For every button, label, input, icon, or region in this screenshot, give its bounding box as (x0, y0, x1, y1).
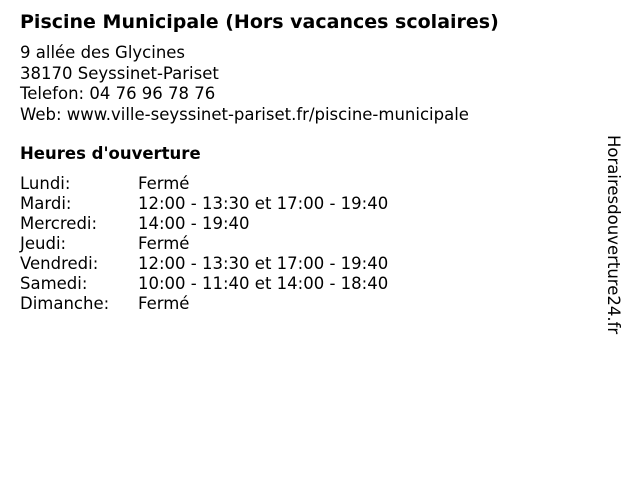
hours-day-label: Samedi: (20, 274, 88, 293)
hours-row-tuesday (20, 194, 388, 214)
hours-time-value: 14:00 - 19:40 (138, 214, 250, 233)
address-street: 9 allée des Glycines (20, 43, 186, 62)
hours-row-wednesday (20, 214, 388, 234)
hours-heading: Heures d'ouverture (20, 144, 201, 163)
hours-row-thursday (20, 234, 388, 254)
hours-day-label: Mercredi: (20, 214, 98, 233)
hours-day-label: Dimanche: (20, 294, 110, 313)
page-title: Piscine Municipale (Hors vacances scolaires) (20, 11, 499, 33)
hours-time-value: Fermé (138, 294, 190, 313)
hours-time-value: Fermé (138, 234, 190, 253)
website-link[interactable]: Web: www.ville-seyssinet-pariset.fr/piscine-municipale (20, 104, 469, 124)
hours-table (20, 174, 388, 314)
address-block (20, 43, 469, 125)
hours-row-sunday (20, 294, 388, 314)
hours-time-value: 12:00 - 13:30 et 17:00 - 19:40 (138, 254, 389, 273)
hours-time-value: 10:00 - 11:40 et 14:00 - 18:40 (138, 274, 389, 293)
hours-time-value: Fermé (138, 174, 190, 193)
hours-row-saturday (20, 274, 388, 294)
hours-day-label: Mardi: (20, 194, 72, 213)
hours-day-label: Jeudi: (20, 234, 67, 253)
phone-number: Telefon: 04 76 96 78 76 (20, 84, 216, 103)
hours-row-monday (20, 174, 388, 194)
hours-time-value: 12:00 - 13:30 et 17:00 - 19:40 (138, 194, 389, 213)
hours-row-friday (20, 254, 388, 274)
hours-day-label: Vendredi: (20, 254, 99, 273)
address-city: 38170 Seyssinet-Pariset (20, 63, 219, 83)
hours-day-label: Lundi: (20, 174, 71, 193)
site-watermark: Horairesdouverture24.fr (604, 135, 623, 335)
